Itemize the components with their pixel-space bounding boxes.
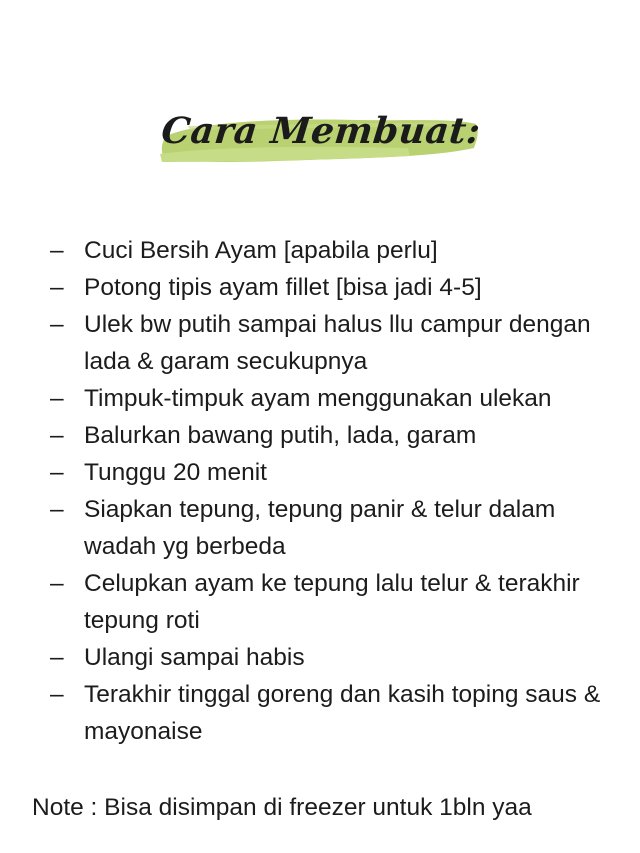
step-text: Celupkan ayam ke tepung lalu telur & terakhir tepung roti (84, 570, 580, 634)
step-text: Terakhir tinggal goreng dan kasih toping saus & mayonaise (84, 681, 601, 745)
dash-bullet: – (50, 385, 64, 412)
step-text: Siapkan tepung, tepung panir & telur dalam wadah yg berbeda (84, 496, 556, 560)
dash-bullet: – (50, 237, 64, 264)
step-item (48, 565, 608, 639)
dash-bullet: – (50, 274, 64, 301)
note-text: Note : Bisa disimpan di freezer untuk 1bln yaa (32, 794, 532, 821)
step-item (48, 380, 608, 417)
dash-bullet: – (50, 681, 64, 708)
step-text: Timpuk-timpuk ayam menggunakan ulekan (84, 385, 552, 412)
step-item (48, 639, 608, 676)
step-item (48, 232, 608, 269)
dash-bullet: – (50, 570, 64, 597)
steps-list (48, 232, 608, 750)
dash-bullet: – (50, 496, 64, 523)
step-item (48, 454, 608, 491)
step-item (48, 306, 608, 380)
step-text: Ulek bw putih sampai halus llu campur dengan lada & garam secukupnya (84, 311, 591, 375)
dash-bullet: – (50, 644, 64, 671)
step-item (48, 491, 608, 565)
step-text: Tunggu 20 menit (84, 459, 267, 486)
title-banner (158, 96, 484, 176)
step-text: Balurkan bawang putih, lada, garam (84, 422, 477, 449)
step-item (48, 676, 608, 750)
step-text: Cuci Bersih Ayam [apabila perlu] (84, 237, 438, 264)
step-item (48, 269, 608, 306)
step-text: Potong tipis ayam fillet [bisa jadi 4-5] (84, 274, 482, 301)
dash-bullet: – (50, 311, 64, 338)
dash-bullet: – (50, 422, 64, 449)
dash-bullet: – (50, 459, 64, 486)
page-title: Cara Membuat: (159, 110, 483, 152)
step-text: Ulangi sampai habis (84, 644, 305, 671)
step-item (48, 417, 608, 454)
